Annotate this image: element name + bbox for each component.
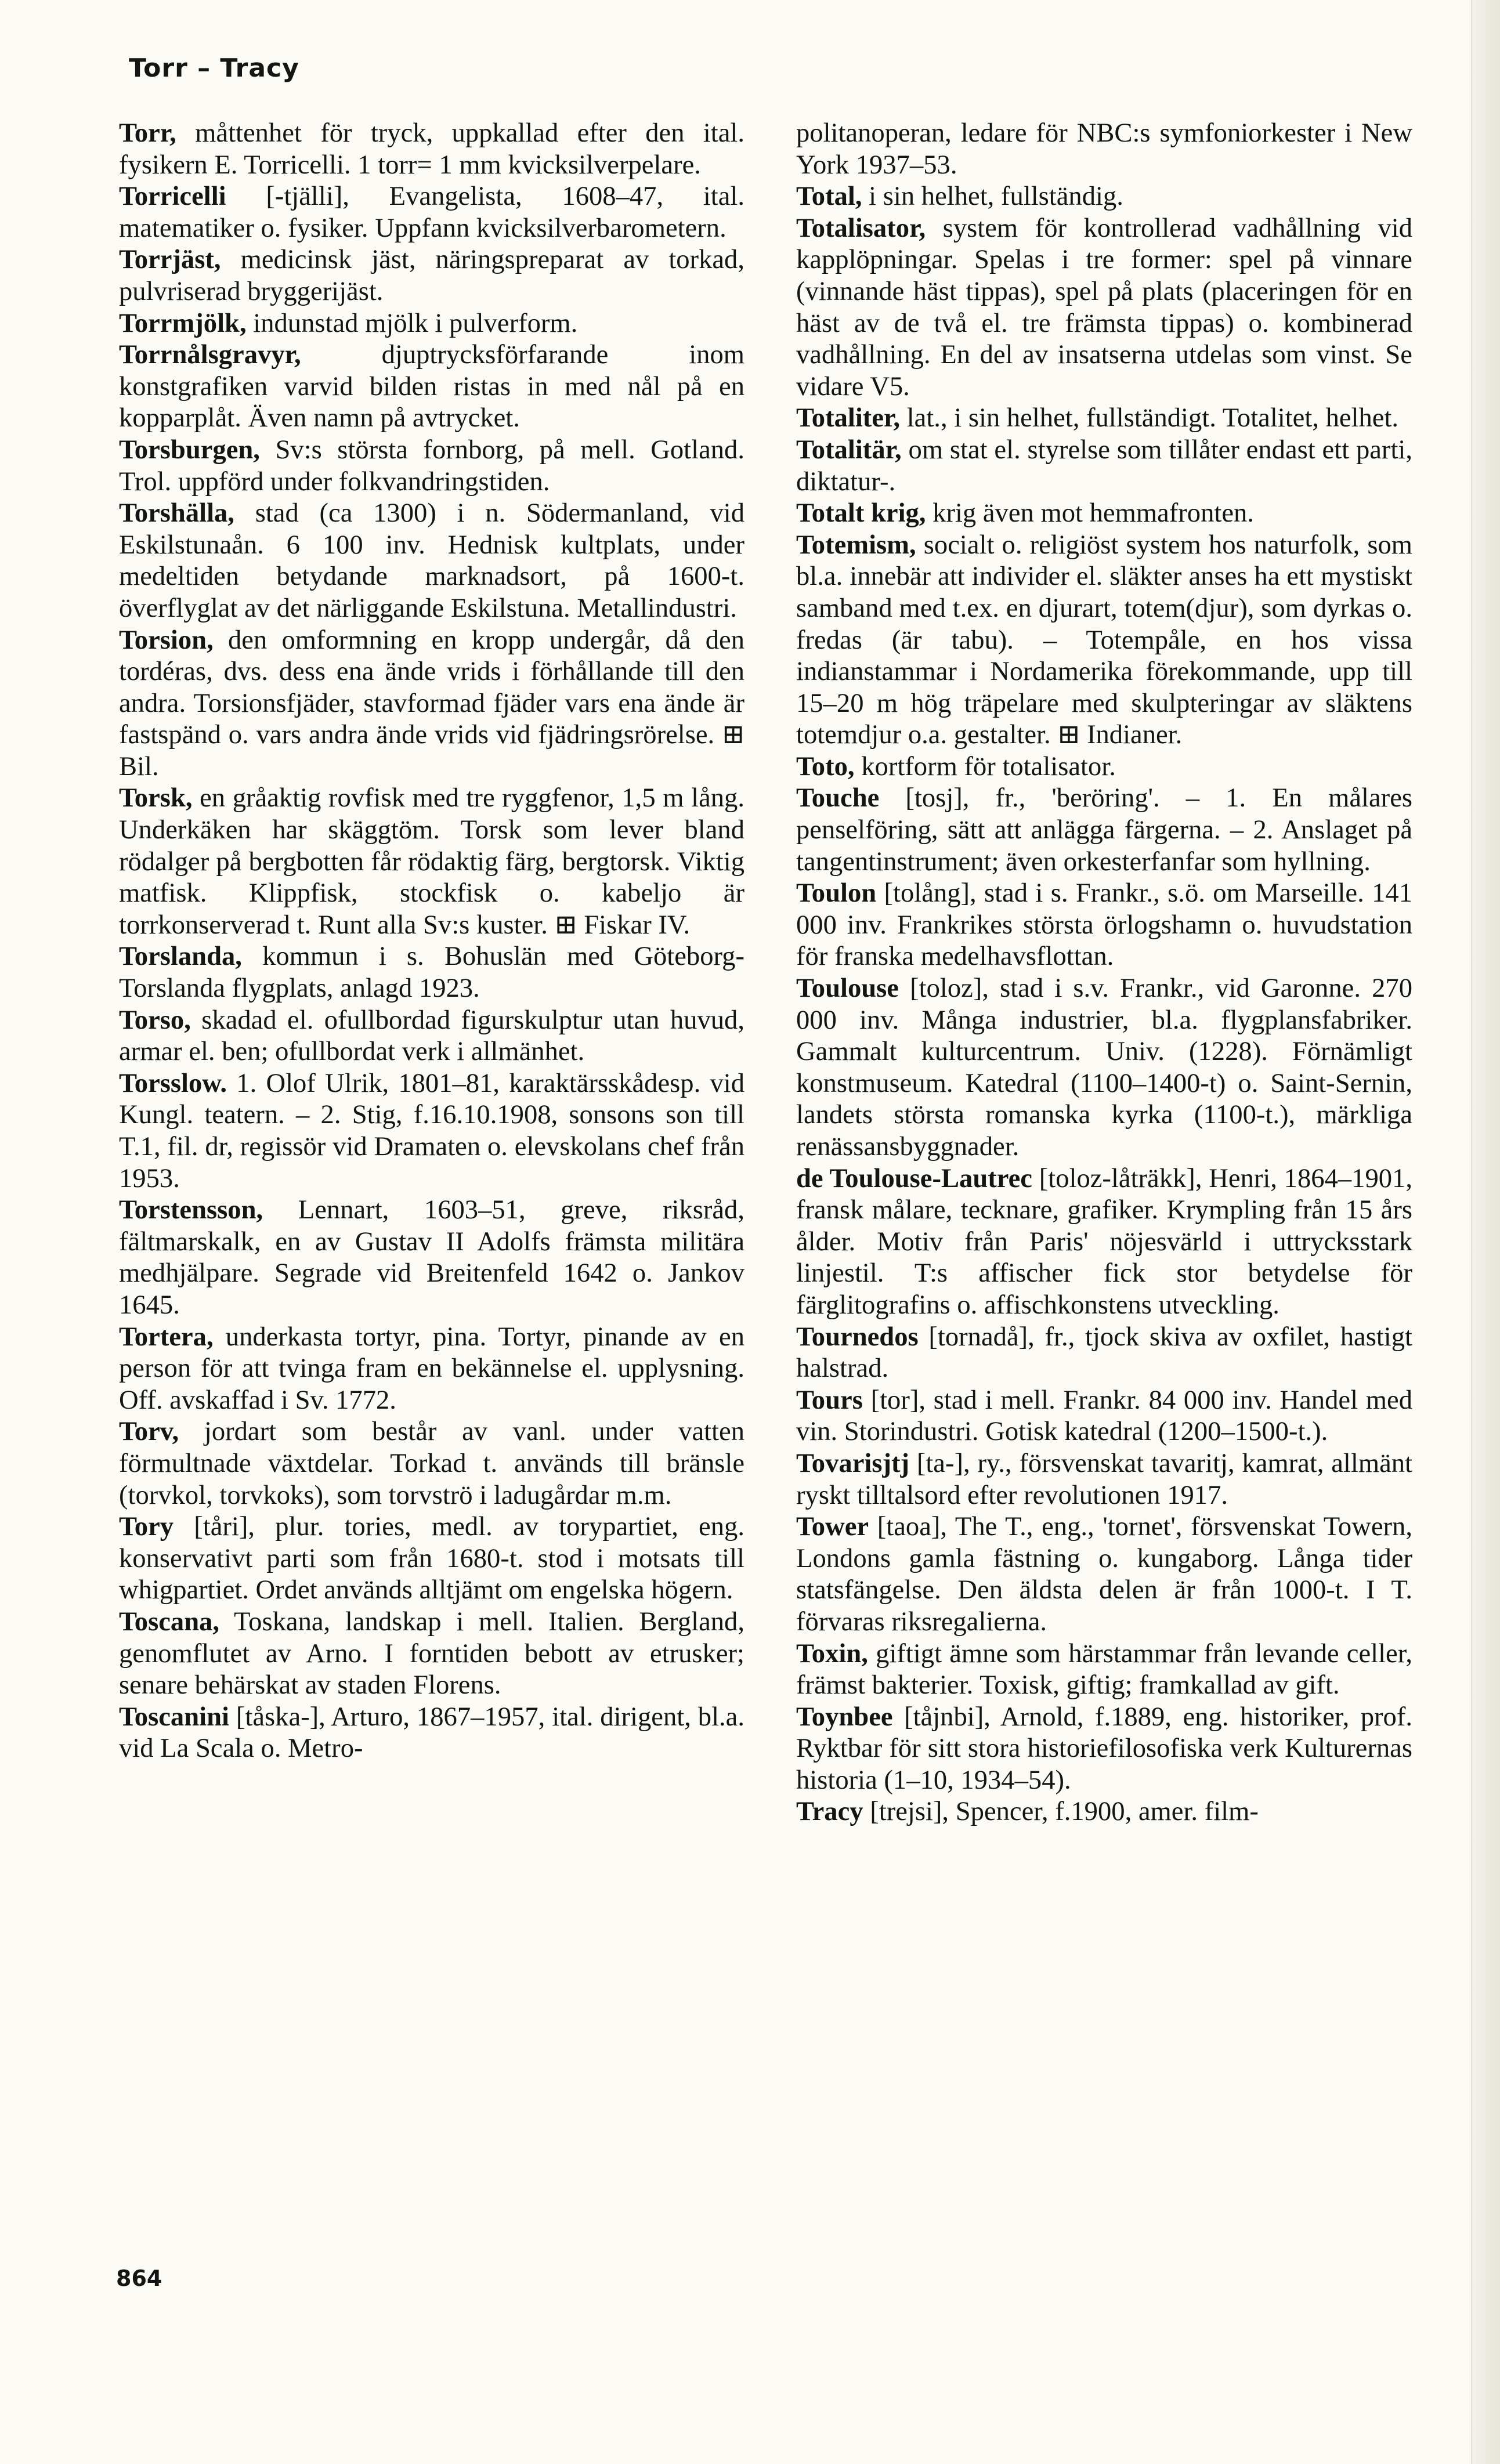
entry-headword: Toynbee — [796, 1701, 893, 1732]
entry-headword: Tovarisjtj — [796, 1448, 909, 1478]
entry-text: 1. Olof Ulrik, 1801–81, karaktärsskådesp. vid Kungl. teatern. – 2. Stig, f.16.10.1908, sonsons son till T.1, fil. dr, regissör vid Dramaten o. elevskolans chef från 1953. — [119, 1068, 744, 1193]
entry-text: [ta-], ry., försvenskat tavaritj, kamrat, allmänt ryskt tilltalsord efter revolutionen 1917. — [796, 1448, 1412, 1510]
entry-text: lat., i sin helhet, fullständigt. Totalitet, helhet. — [906, 403, 1399, 433]
dictionary-entry — [796, 117, 1412, 180]
entry-headword: Toxin, — [796, 1638, 868, 1669]
entry-text: [tåri], plur. tories, medl. av toryparti​et, eng. konservativt parti som från 1680-t. stod i motsats till whigpartiet. Ordet används alltjämt om engelska högern. — [119, 1511, 744, 1605]
entry-text: en gråaktig rovfisk med tre ryggfenor, 1,5 m lång. Underkäken har skäggtöm. Torsk som lever bland rödalger på bergbotten får rödaktig färg, bergtorsk. Viktig matfisk. Klippfisk, stockfisk o. kabeljo är torrkonserverad t. Runt alla Sv:s kuster. ⊞ Fiskar IV. — [119, 783, 744, 940]
entry-text: giftigt ämne som härstammar från levande celler, främst bakterier. Toxisk, giftig; framkallad av gift. — [796, 1638, 1412, 1700]
entry-text: indunstad mjölk i pulverform. — [253, 307, 578, 338]
entry-text: [-tjälli], Evangelista, 1608–47, ital. matematiker o. fysiker. Uppfann kvicksilverbarometern. — [119, 181, 744, 243]
entry-headword: Toscana, — [119, 1606, 220, 1637]
entry-text: i sin helhet, fullständig. — [869, 181, 1123, 212]
entry-headword: Totalisator, — [796, 212, 926, 243]
dictionary-entry — [119, 244, 744, 307]
entry-headword: Tracy — [796, 1796, 863, 1827]
entry-text: [toloz-låträkk], Henri, 1864–1901, fransk målare, tecknare, grafiker. Krympling från 15 års ålder. Motiv från Paris' nöjesvärld i uttrycksstark linjestil. T:s affischer fick stor betydelse för färglitografins o. affischkonstens utveckling. — [796, 1163, 1413, 1320]
entry-headword: Tortera, — [119, 1321, 214, 1352]
dictionary-entry — [119, 1606, 744, 1701]
dictionary-entry — [796, 782, 1412, 877]
dictionary-entry — [796, 1638, 1412, 1701]
dictionary-entry — [796, 1511, 1412, 1637]
entry-headword: Torsslow. — [119, 1068, 227, 1098]
entry-headword: Torr, — [119, 118, 176, 148]
entry-headword: Torrjäst, — [119, 244, 221, 275]
entry-text: Lennart, 1603–51, greve, riksråd, fältmarskalk, en av Gustav II Adolfs främsta militära medhjälpare. Segrade vid Breitenfeld 1642 o. Jankov 1645. — [119, 1195, 744, 1320]
dictionary-entry — [796, 1701, 1412, 1796]
entry-headword: Torso, — [119, 1004, 191, 1035]
dictionary-entry — [119, 1321, 744, 1416]
dictionary-entry — [119, 307, 744, 339]
dictionary-entry — [119, 434, 744, 497]
dictionary-entry — [119, 117, 744, 180]
dictionary-entry — [119, 940, 744, 1004]
entry-text: [tolång], stad i s. Frankr., s.ö. om Marseille. 141 000 inv. Frankrikes största örlogshamn o. huvudstation för franska medelhavsflottan. — [796, 878, 1412, 972]
dictionary-entry — [796, 402, 1412, 434]
dictionary-entry — [796, 972, 1412, 1163]
entry-text: medicinsk jäst, näringspreparat av torkad, pulvriserad bryggerijäst. — [119, 244, 744, 306]
entry-headword: Torv, — [119, 1416, 179, 1447]
right-column — [796, 117, 1412, 1828]
entry-text: skadad el. ofullbordad figurskulptur utan huvud, armar el. ben; ofullbordat verk i allmänhet. — [119, 1004, 744, 1067]
dictionary-entry — [119, 1416, 744, 1511]
dictionary-entry — [119, 624, 744, 783]
entry-headword: Touche — [796, 783, 880, 813]
dictionary-entry — [796, 434, 1412, 497]
entry-headword: Torsion, — [119, 624, 214, 655]
entry-headword: Torshälla, — [119, 498, 234, 529]
entry-text: om stat el. styrelse som tillåter endast ett parti, diktatur-. — [796, 434, 1412, 497]
entry-headword: Tower — [796, 1511, 869, 1542]
entry-text: [tåjnbi], Arnold, f.1889, eng. historiker, prof. Ryktbar för sitt stora historiefilosofiska verk Kulturernas historia (1–10, 1934–54). — [796, 1701, 1412, 1795]
dictionary-entry — [796, 1448, 1412, 1511]
dictionary-entry — [119, 1068, 744, 1194]
entry-headword: Tory — [119, 1511, 174, 1542]
dictionary-entry — [796, 1796, 1412, 1828]
entry-text: kommun i s. Bohuslän med Göteborg-Torslanda flygplats, anlagd 1923. — [119, 941, 744, 1004]
entry-headword: Totemism, — [796, 529, 916, 560]
left-column — [119, 117, 744, 1764]
entry-headword: Tours — [796, 1384, 863, 1415]
dictionary-entry — [796, 1163, 1412, 1321]
entry-headword: Torslanda, — [119, 941, 242, 972]
dictionary-entry — [119, 497, 744, 624]
entry-headword: Totalitär, — [796, 434, 902, 465]
entry-text: Sv:s största fornborg, på mell. Gotland. Trol. uppförd under folkvandringstiden. — [119, 434, 744, 497]
entry-headword: Toscanini — [119, 1701, 229, 1732]
page-number: 864 — [116, 2266, 162, 2291]
entry-text: Toskana, landskap i mell. Italien. Bergland, genomflutet av Arno. I forntiden bebott av etrusker; senare behärskat av staden Florens. — [119, 1606, 744, 1700]
entry-text: [taoa], The T., eng., 'tornet', försvenskat Towern, Londons gamla fästning o. kungaborg. Långa tider statsfängelse. Den äldsta delen är från 1000-t. I T. förvaras riksregalierna. — [796, 1511, 1412, 1637]
dictionary-entry — [796, 180, 1412, 212]
entry-headword: Torsk, — [119, 783, 193, 813]
dictionary-entry — [119, 1511, 744, 1606]
entry-text: [trejsi], Spencer, f.1900, amer. film- — [870, 1796, 1259, 1827]
dictionary-entry — [119, 782, 744, 940]
entry-text: kortform för totalisator. — [861, 751, 1116, 781]
entry-text: politanoperan, ledare för NBC:s symfoniorkester i New York 1937–53. — [796, 118, 1412, 180]
entry-headword: Torrmjölk, — [119, 307, 247, 338]
entry-text: stad (ca 1300) i n. Södermanland, vid Eskilstunaån. 6 100 inv. Hednisk kultplats, under medeltiden betydande marknadsort, på 1600-t. överflyglat av det närliggande Eskilstuna. Metallindustri. — [119, 498, 745, 623]
dictionary-entry — [796, 1384, 1412, 1448]
entry-headword: Torstensson, — [119, 1195, 263, 1225]
page-edge — [1471, 0, 1500, 2464]
entry-headword: Tournedos — [796, 1321, 919, 1352]
entry-headword: Totaliter, — [796, 403, 901, 433]
entry-text: [toloz], stad i s.v. Frankr., vid Garonne. 270 000 inv. Många industrier, bl.a. flygplansfabriker. Gammalt kulturcentrum. Univ. (1228). Förnämligt konstmuseum. Katedral (1100–1400-t) o. Saint-Sernin, landets största romanska kyrka (1100-t.), märkliga renässansbyggnader. — [796, 973, 1412, 1162]
entry-headword: Toulouse — [796, 973, 899, 1004]
dictionary-entry — [796, 212, 1412, 403]
entry-text: måttenhet för tryck, uppkallad efter den ital. fysikern E. Torricelli. 1 torr= 1 mm kvicksilverpelare. — [119, 118, 744, 180]
entry-text: [tosj], fr., 'beröring'. – 1. En målares penselföring, sätt att anlägga färgerna. – 2. Anslaget på tangentinstrument; även orkesterfanfar som hyllning. — [796, 783, 1413, 877]
running-head: Torr – Tracy — [129, 53, 299, 83]
dictionary-entry — [796, 877, 1412, 972]
dictionary-entry — [119, 1004, 744, 1068]
dictionary-entry — [796, 497, 1412, 529]
entry-headword: Total, — [796, 181, 862, 212]
dictionary-entry — [119, 180, 744, 244]
entry-text: [tornadå], fr., tjock skiva av oxfilet, hastigt halstrad. — [796, 1321, 1412, 1384]
entry-headword: Totalt krig, — [796, 498, 926, 529]
entry-text: djuptrycksförfarande inom konstgrafiken varvid bilden ristas in med nål på en kopparplåt. Även namn på avtrycket. — [119, 339, 744, 433]
entry-headword: Torricelli — [119, 181, 226, 212]
entry-text: [tor], stad i mell. Frankr. 84 000 inv. Handel med vin. Storindustri. Gotisk katedral (1200–1500-t.). — [796, 1384, 1412, 1447]
entry-headword: Toulon — [796, 878, 877, 909]
entry-text: jordart som består av vanl. under vatten förmultnade växtdelar. Torkad t. används till bränsle (torvkol, torvkoks), som torvströ i ladugårdar m.m. — [119, 1416, 744, 1510]
dictionary-entry — [796, 751, 1412, 783]
entry-text: [tåska-], Arturo, 1867–1957, ital. dirigent, bl.a. vid La Scala o. Metro- — [119, 1701, 745, 1764]
entry-headword: de Toulouse-Lautrec — [796, 1163, 1032, 1193]
dictionary-entry — [796, 529, 1412, 751]
dictionary-entry — [119, 339, 744, 434]
dictionary-entry — [119, 1194, 744, 1320]
entry-text: socialt o. religiöst system hos naturfolk, som bl.a. innebär att individer el. släkter anses ha ett mystiskt samband med t.ex. en djurart, totem(djur), som dyrkas o. fredas (är tabu). – Totempåle, en hos vissa indianstammar i Nordamerika förekommande, upp till 15–20 m hög träpelare med skulpteringar av släktens totemdjur o.a. gestalter. ⊞ Indianer. — [796, 529, 1412, 750]
entry-headword: Torrnålsgravyr, — [119, 339, 301, 370]
entry-text: underkasta tortyr, pina. Tortyr, pinande av en person för att tvinga fram en bekännelse el. upplysning. Off. avskaffad i Sv. 1772. — [119, 1321, 744, 1415]
entry-text: krig även mot hemmafronten. — [932, 498, 1254, 529]
entry-headword: Torsburgen, — [119, 434, 260, 465]
dictionary-entry — [119, 1701, 744, 1764]
entry-text: system för kontrollerad vadhållning vid kapplöpningar. Spelas i tre former: spel på vinnare (vinnande häst tippas), spel på plats (placeringen för en häst av de två el. tre främsta tippas) o. kombinerad vadhållning. En del av insatserna utdelas som vinst. Se vidare V5. — [796, 212, 1412, 401]
entry-text: den omformning en kropp undergår, då den tordéras, dvs. dess ena ände vrids i förhållande till den andra. Torsionsfjäder, stavformad fjäder vars ena ände är fastspänd o. vars andra ände vrids vid fjädringsrörelse. ⊞ Bil. — [119, 624, 744, 781]
entry-headword: Toto, — [796, 751, 855, 781]
dictionary-entry — [796, 1321, 1412, 1384]
